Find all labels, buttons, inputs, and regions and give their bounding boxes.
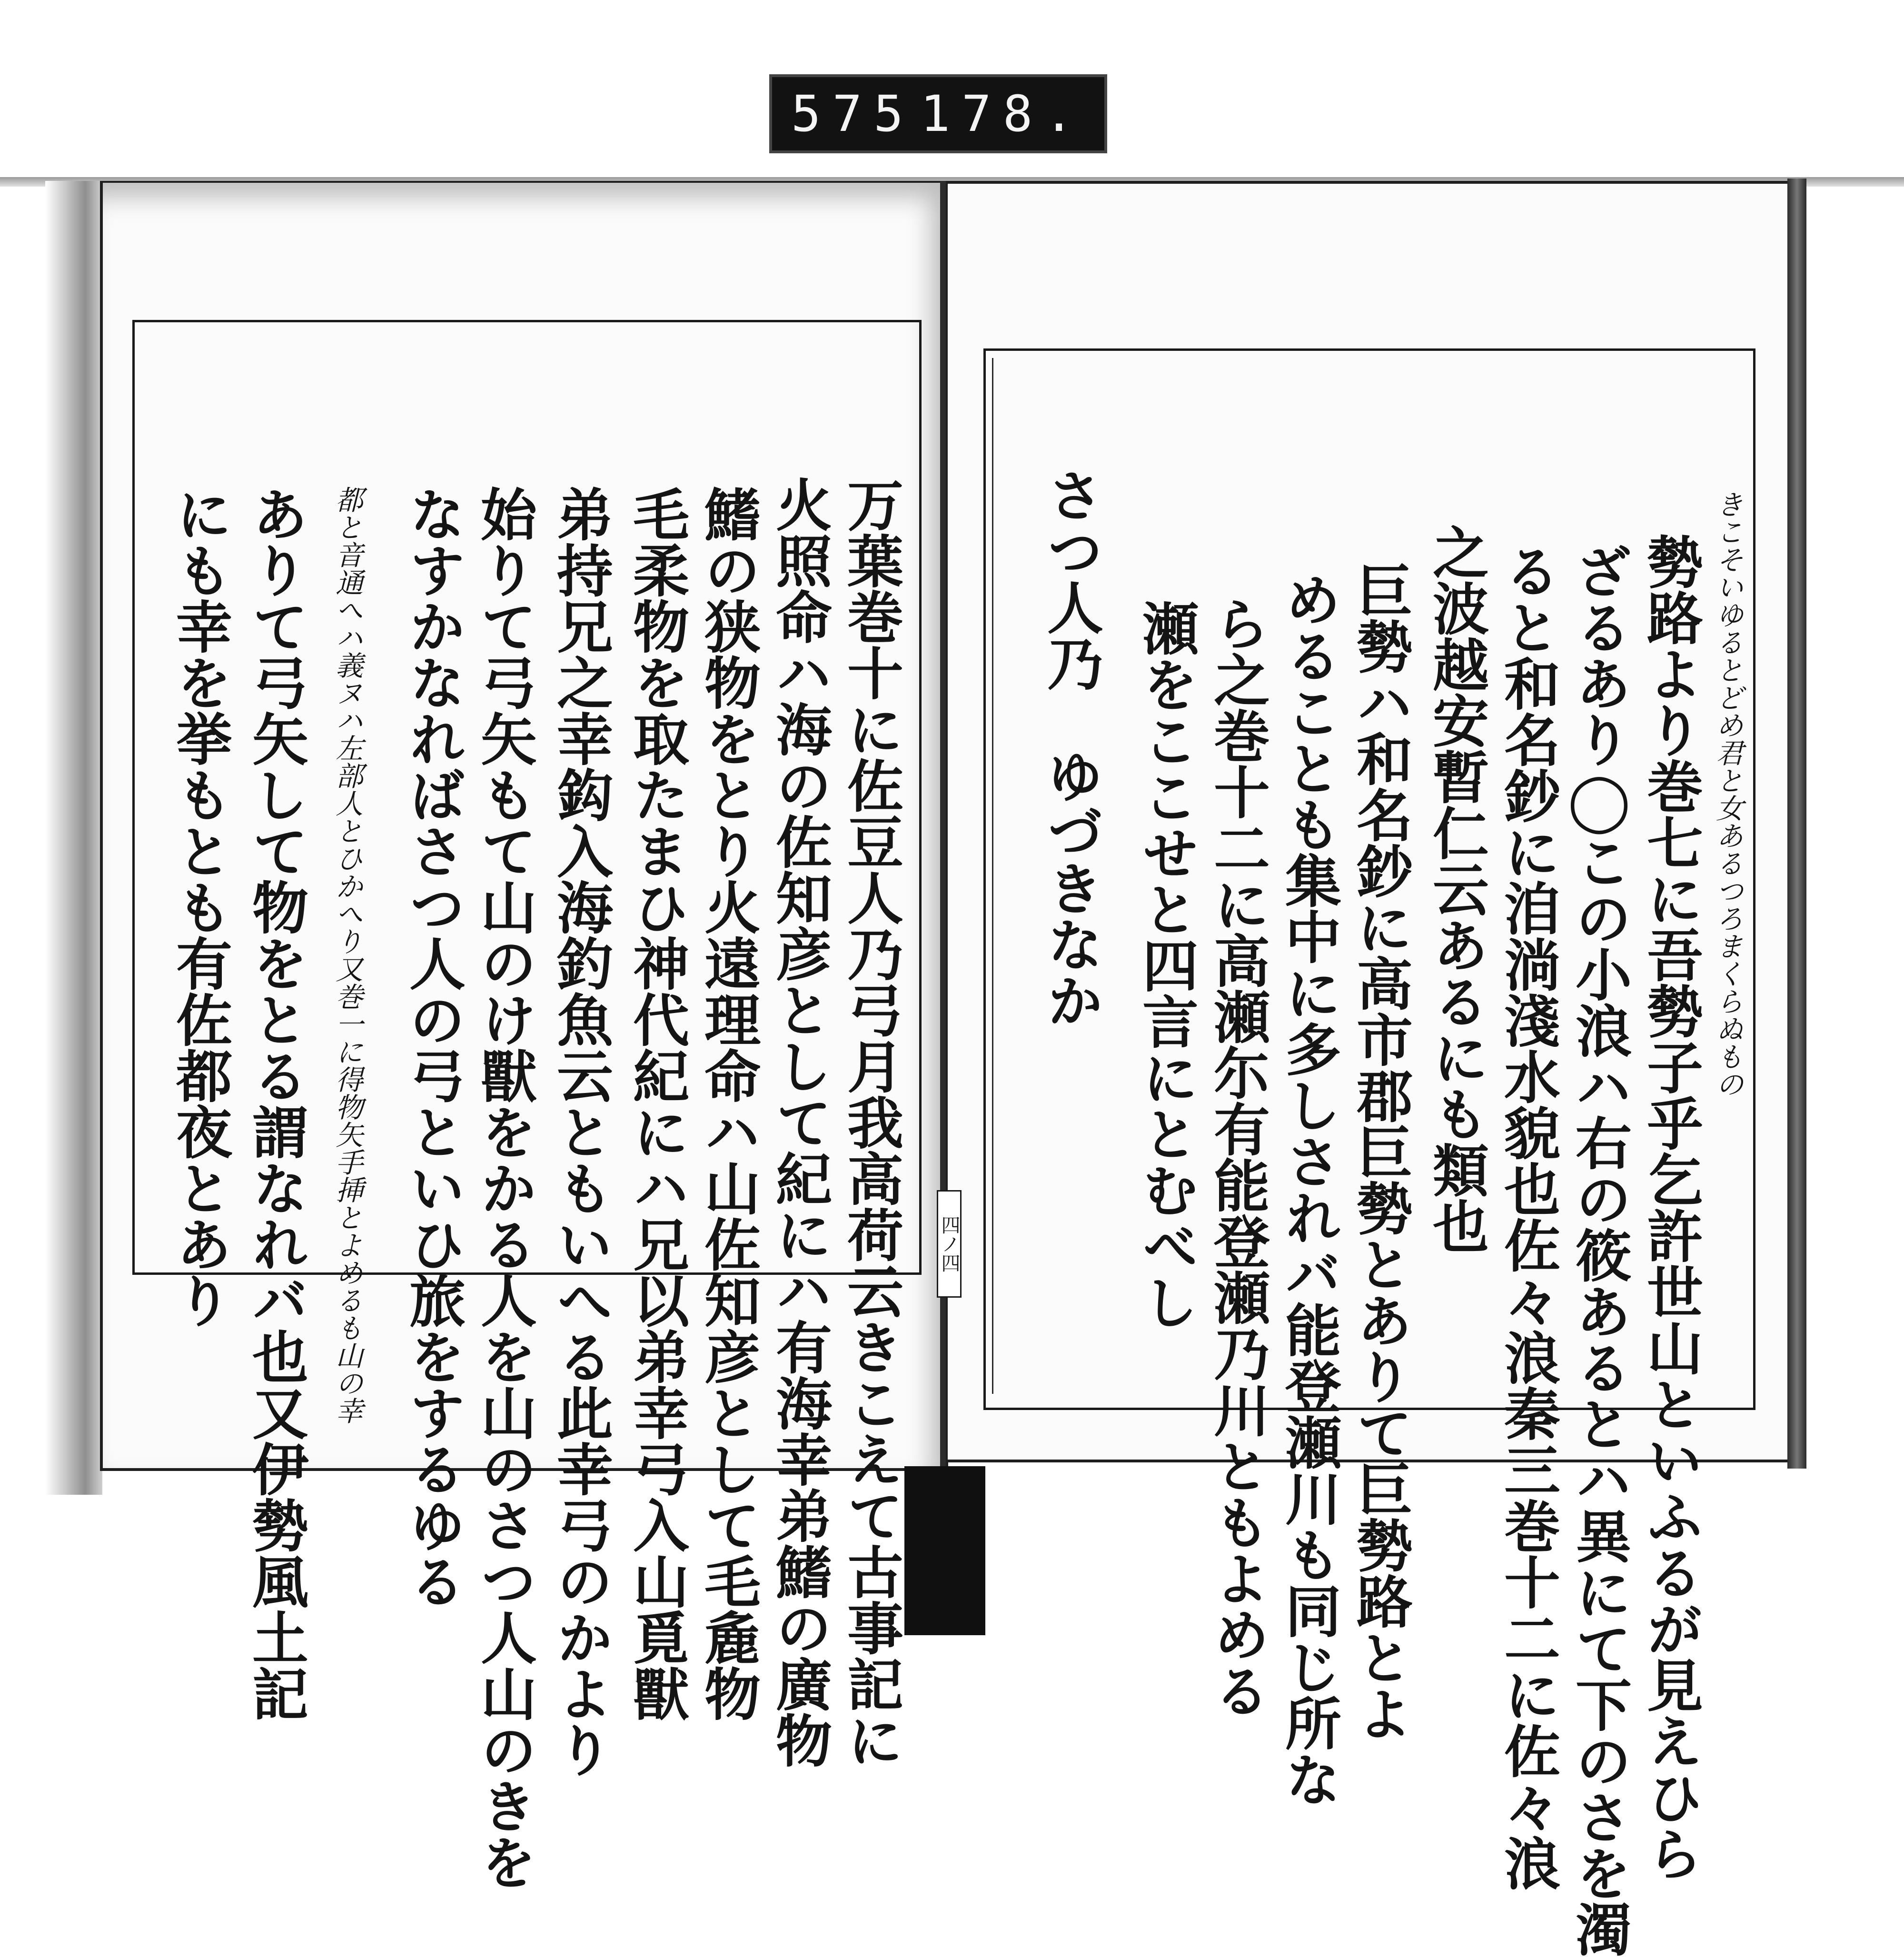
right-column-1: きこそいゆるとどめ君と女あるつろまくらぬもの (1711, 490, 1744, 1098)
binding-clip (904, 1466, 985, 1635)
catalog-number: 575 (791, 85, 915, 143)
binding-shadow (45, 181, 102, 1495)
left-column-9: ありて弓矢して物をとる謂なれバ也又伊勢風土記 (243, 486, 309, 1721)
right-column-8: ら之巻十二に高瀬尓有能登瀬乃川ともよめる (1204, 595, 1270, 1719)
page-edge (1787, 179, 1806, 1469)
right-column-7: めることも集中に多しされバ能登瀬川も同じ所な (1276, 571, 1342, 1807)
left-column-2: 火照命ハ海の佐知彦として紀にハ有海幸弟鰭の廣物 (766, 476, 833, 1768)
right-column-6: 巨勢ハ和名鈔に高市郡巨勢とありて巨勢路とよ (1347, 562, 1413, 1741)
right-column-5: 之波越安暫仁云あるにも類也 (1423, 524, 1489, 1254)
right-column-10: さつ人乃 ゆづきなか (1038, 467, 1104, 1028)
left-column-7: なすかなればさつ人の弓といひ旅をするゆる (400, 486, 466, 1609)
right-column-4: ると和名鈔に洎淌淺水貌也佐々浪秦三巻十二に佐々浪 (1495, 543, 1561, 1891)
left-column-1: 万葉巻十に佐豆人乃弓月我高荷云きこえて古事記に (838, 476, 904, 1768)
right-column-2: 勢路より巻七に吾勢子乎乞許世山といふるが見えひら (1637, 533, 1704, 1881)
right-column-9: 瀬をここせと四言にとむべし (1133, 600, 1199, 1330)
catalog-label (769, 74, 1107, 153)
left-column-5: 弟持兄之幸鈎入海釣魚云ともいへる此幸弓のかより (547, 486, 614, 1778)
left-column-4: 毛柔物を取たまひ神代紀にハ兄以弟幸弓入山覓獸 (624, 486, 690, 1721)
right-inner-rule (992, 358, 993, 1394)
left-column-8: 都と音通へハ義ヌハ左部人とひかへり又巻一に得物矢手挿とよめるも山の幸 (331, 486, 363, 1424)
left-column-6: 始りて弓矢もて山のけ獸をかる人を山のさつ人山のきを (471, 486, 537, 1890)
right-column-3: ざるあり◯この小浪ハ右の筱あるとハ異にて下のさを濁 (1566, 543, 1632, 1957)
catalog-sheet: 178. (920, 85, 1085, 143)
folio-number: 四ノ四 (937, 1190, 962, 1298)
left-column-10: にも幸を挙もとも有佐都夜とあり (167, 486, 233, 1328)
left-column-3: 鰭の狭物をとり火遠理命ハ山佐知彦として毛麁物 (695, 486, 761, 1721)
